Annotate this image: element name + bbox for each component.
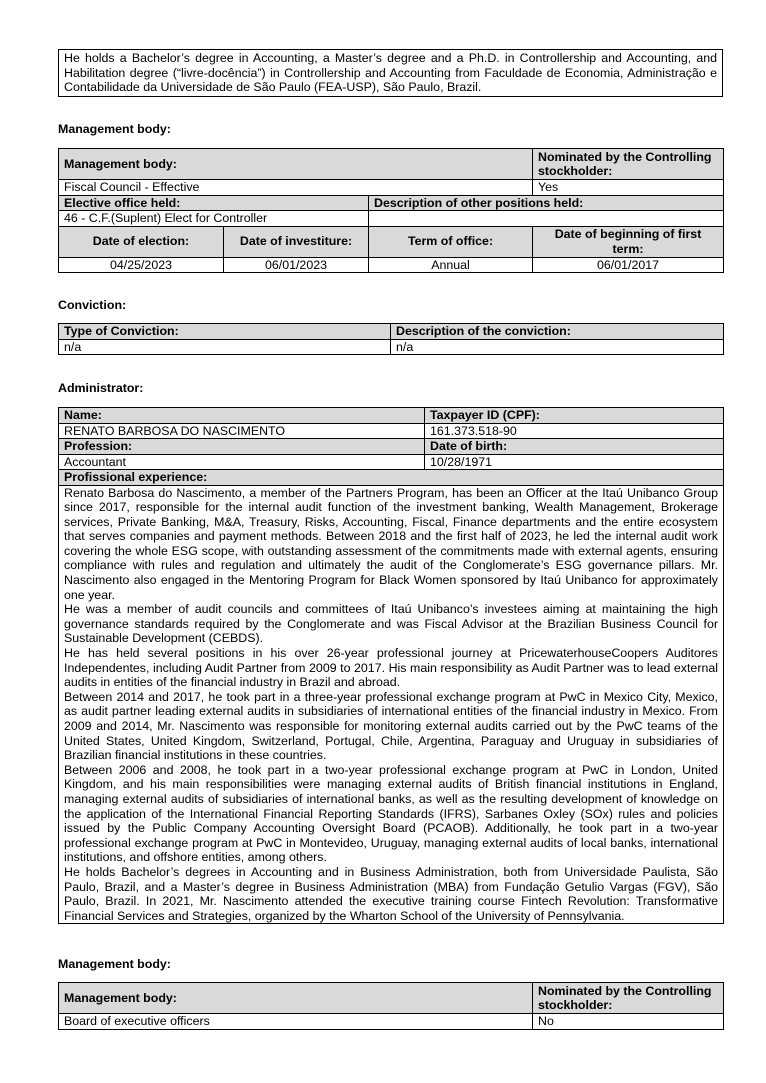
date-investiture-value: 06/01/2023	[224, 257, 369, 273]
elective-office-value: 46 - C.F.(Suplent) Elect for Controller	[59, 211, 369, 227]
elective-office-label: Elective office held:	[59, 195, 369, 211]
nominated-label-2: Nominated by the Controlling stockholder:	[533, 983, 724, 1014]
date-election-label: Date of election:	[59, 226, 224, 257]
administrator-heading: Administrator:	[58, 381, 144, 395]
date-investiture-label: Date of investiture:	[224, 226, 369, 257]
experience-label: Profissional experience:	[59, 470, 724, 486]
term-label: Term of office:	[369, 226, 533, 257]
administrator-table	[58, 407, 723, 924]
management-body-heading: Management body:	[58, 122, 171, 136]
nominated-value-2: No	[533, 1014, 724, 1030]
birth-label: Date of birth:	[425, 439, 724, 455]
intro-text-box	[58, 49, 723, 97]
profession-value: Accountant	[59, 454, 425, 470]
name-value: RENATO BARBOSA DO NASCIMENTO	[59, 423, 425, 439]
management-body-heading-2: Management body:	[58, 957, 171, 971]
nominated-label: Nominated by the Controlling stockholder:	[533, 149, 724, 180]
profession-label: Profession:	[59, 439, 425, 455]
experience-paragraph: He has held several positions in his over 26-year professional journey at PricewaterhouseCoopers Auditores Independentes, including Audit Partner from 2009 to 2017. His main responsibility as Audit Partner was to lead external audits in entities of the financial industry in Brazil and abroad.	[64, 646, 718, 690]
conviction-heading: Conviction:	[58, 298, 127, 312]
management-body-table-2	[58, 982, 723, 1030]
management-body-label-2: Management body:	[59, 983, 533, 1014]
experience-paragraph: Renato Barbosa do Nascimento, a member of the Partners Program, has been an Officer at the Itaú Unibanco Group since 2017, responsible for the internal audit function of the investment banking, Wealth Management, Brokerage services, Private Banking, M&A, Treasury, Risks, Accounting, Fiscal, Finance departments and the entire ecosystem that serves companies and payment methods. Between 2018 and the first half of 2023, he led the internal audit work covering the whole ESG scope, with outstanding assessment of the commitments made with external agents, ensuring compliance with rules and regulation and ultimately the audit of the Conglomerate’s ESG governance pillars. Mr. Nascimento also engaged in the Mentoring Program for Black Women sponsored by Itaú Unibanco for approximately one year.	[64, 485, 718, 602]
management-body-table	[58, 148, 723, 273]
other-positions-label: Description of other positions held:	[369, 195, 724, 211]
cpf-value: 161.373.518-90	[425, 423, 724, 439]
nominated-value: Yes	[533, 180, 724, 196]
first-term-value: 06/01/2017	[533, 257, 724, 273]
experience-paragraph: He holds Bachelor’s degrees in Accounting and in Business Administration, both from Universidade Paulista, São Paulo, Brazil, and a Master’s degree in Business Administration (MBA) from Fundação Getulio Vargas (FGV), São Paulo, Brazil. In 2021, Mr. Nascimento attended the executive training course Fintech Revolution: Transformative Financial Services and Strategies, organized by the Wharton School of the University of Pennsylvania.	[64, 864, 718, 923]
term-value: Annual	[369, 257, 533, 273]
cpf-label: Taxpayer ID (CPF):	[425, 408, 724, 424]
date-election-value: 04/25/2023	[59, 257, 224, 273]
conviction-description-label: Description of the conviction:	[391, 324, 724, 340]
management-body-value-2: Board of executive officers	[59, 1014, 533, 1030]
experience-paragraph: Between 2006 and 2008, he took part in a two-year professional exchange program at PwC in London, United Kingdom, and his main responsibilities were managing external audits of British financial institutions in England, managing external audits of subsidiaries of international banks, as well as the resulting development of knowledge on the application of the International Financial Reporting Standards (IFRS), Sarbanes Oxley (SOx) rules and policies issued by the Public Company Accounting Oversight Board (PCAOB). Additionally, he took part in a two-year professional exchange program at PwC in Montevideo, Uruguay, managing external audits of local banks, international institutions, and offshore entities, among others.	[64, 762, 718, 865]
name-label: Name:	[59, 408, 425, 424]
conviction-type-value: n/a	[59, 339, 391, 355]
birth-value: 10/28/1971	[425, 454, 724, 470]
experience-paragraph: He was a member of audit councils and committees of Itaú Unibanco’s investees aiming at maintaining the high governance standards required by the Conglomerate and was Fiscal Advisor at the Brazilian Business Council for Sustainable Development (CEBDS).	[64, 602, 718, 646]
intro-text: He holds a Bachelor’s degree in Accounting, a Master’s degree and a Ph.D. in Controllership and Accounting, and Habilitation degree (“livre-docência”) in Controllership and Accounting from Faculdade de Economia, Administração e Contabilidade da Universidade de São Paulo (FEA-USP), São Paulo, Brazil.	[64, 51, 717, 95]
first-term-label: Date of beginning of first term:	[533, 226, 724, 257]
management-body-value: Fiscal Council - Effective	[59, 180, 533, 196]
conviction-type-label: Type of Conviction:	[59, 324, 391, 340]
experience-paragraph: Between 2014 and 2017, he took part in a three-year professional exchange program at PwC in Mexico City, Mexico, as audit partner leading external audits in subsidiaries of international entities of the financial industry in Mexico. From 2009 and 2014, Mr. Nascimento was responsible for monitoring external audits carried out by the PwC teams of the United States, United Kingdom, Switzerland, Portugal, Chile, Argentina, Paraguay and Uruguay in subsidiaries of Brazilian financial institutions in these countries.	[64, 689, 718, 763]
conviction-description-value: n/a	[391, 339, 724, 355]
management-body-label: Management body:	[59, 149, 533, 180]
experience-text	[59, 485, 724, 924]
conviction-table	[58, 323, 723, 355]
other-positions-value	[369, 211, 724, 227]
